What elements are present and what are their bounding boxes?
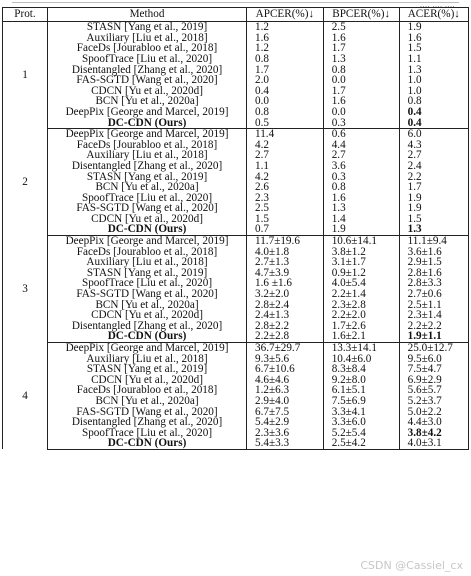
bpcer-cell: 10.6±14.1 [323,235,399,246]
table-row [3,353,469,364]
table-row [3,246,469,257]
acer-cell: 0.4 [399,107,468,118]
method-cell: Auxiliary [Liu et al., 2018] [48,150,247,161]
table-row [3,140,469,151]
header-prot: Prot. [3,8,48,22]
table-row [3,86,469,97]
table-row [3,438,469,449]
method-cell: Auxiliary [Liu et al., 2018] [48,257,247,268]
apcer-cell: 2.9±4.0 [247,396,324,407]
table-row [3,107,469,118]
method-cell: FaceDs [Jourabloo et al., 2018] [48,140,247,151]
bpcer-cell: 1.7 [323,86,399,97]
bpcer-cell: 2.2±1.4 [323,289,399,300]
bpcer-cell: 1.7 [323,43,399,54]
protocol-cell: 1 [3,22,48,129]
table-row [3,278,469,289]
bpcer-cell: 2.2±2.0 [323,310,399,321]
acer-cell: 3.8±4.2 [399,428,468,439]
apcer-cell: 0.0 [247,96,324,107]
method-cell: Disentangled [Zhang et al., 2020] [48,64,247,75]
table-row [3,375,469,386]
apcer-cell: 4.0±1.8 [247,246,324,257]
table-row [3,299,469,310]
bpcer-cell: 2.5 [323,22,399,33]
bpcer-cell: 0.3 [323,117,399,128]
bpcer-cell: 1.7±2.6 [323,321,399,332]
acer-cell: 1.1 [399,54,468,65]
acer-cell: 1.3 [399,64,468,75]
table-row [3,203,469,214]
apcer-cell: 3.2±2.0 [247,289,324,300]
table-row [3,224,469,235]
table-row [3,54,469,65]
bpcer-cell: 10.4±6.0 [323,353,399,364]
acer-cell: 1.6 [399,33,468,44]
apcer-cell: 11.4 [247,128,324,139]
acer-cell: 5.6±5.7 [399,385,468,396]
method-cell: FaceDs [Jourabloo et al., 2018] [48,43,247,54]
apcer-cell: 1.2 [247,22,324,33]
table-row [3,289,469,300]
acer-cell: 2.8±3.3 [399,278,468,289]
acer-cell: 2.3±1.4 [399,310,468,321]
table-row [3,75,469,86]
header-row [3,8,469,22]
method-cell: SpoofTrace [Liu et al., 2020] [48,428,247,439]
caption-rule [12,2,459,3]
acer-cell: 2.8±1.6 [399,268,468,279]
table-row [3,364,469,375]
bpcer-cell: 4.0±5.4 [323,278,399,289]
table-row [3,64,469,75]
bpcer-cell: 2.5±4.2 [323,438,399,449]
apcer-cell: 0.8 [247,107,324,118]
apcer-cell: 1.6 [247,33,324,44]
bpcer-cell: 3.8±1.2 [323,246,399,257]
acer-cell: 2.5±1.1 [399,299,468,310]
bpcer-cell: 0.8 [323,64,399,75]
table-row [3,43,469,54]
table-row [3,22,469,33]
apcer-cell: 36.7±29.7 [247,342,324,353]
protocol-cell: 2 [3,128,48,235]
table-row [3,385,469,396]
method-cell: STASN [Yang et al., 2019] [48,22,247,33]
bpcer-cell: 0.8 [323,182,399,193]
acer-cell: 11.1±9.4 [399,235,468,246]
apcer-cell: 5.4±3.3 [247,438,324,449]
table-row [3,117,469,128]
apcer-cell: 1.6 ±1.6 [247,278,324,289]
method-cell: FAS-SGTD [Wang et al., 2020] [48,203,247,214]
method-cell: FaceDs [Jourabloo et al., 2018] [48,246,247,257]
bpcer-cell: 1.3 [323,54,399,65]
apcer-cell: 2.8±2.4 [247,299,324,310]
method-cell: FAS-SGTD [Wang et al., 2020] [48,406,247,417]
method-cell: FaceDs [Jourabloo et al., 2018] [48,385,247,396]
bpcer-cell: 1.6 [323,96,399,107]
bpcer-cell: 1.6 [323,33,399,44]
apcer-cell: 0.8 [247,54,324,65]
bpcer-cell: 3.1±1.7 [323,257,399,268]
apcer-cell: 2.7±1.3 [247,257,324,268]
method-cell: DeepPix [George and Marcel, 2019] [48,128,247,139]
acer-cell: 0.4 [399,117,468,128]
apcer-cell: 1.2 [247,43,324,54]
bpcer-cell: 0.9±1.2 [323,268,399,279]
method-cell: CDCN [Yu et al., 2020d] [48,214,247,225]
acer-cell: 1.9 [399,193,468,204]
bpcer-cell: 3.3±4.1 [323,406,399,417]
method-cell: STASN [Yang et al., 2019] [48,171,247,182]
table-row [3,33,469,44]
method-cell: DC-CDN (Ours) [48,224,247,235]
header-acer: ACER(%)↓ [399,8,468,22]
results-table [2,7,469,450]
acer-cell: 1.0 [399,86,468,97]
bpcer-cell: 0.0 [323,75,399,86]
apcer-cell: 5.4±2.9 [247,417,324,428]
bpcer-cell: 1.6 [323,193,399,204]
method-cell: CDCN [Yu et al., 2020d] [48,375,247,386]
table-row [3,128,469,139]
bpcer-cell: 13.3±14.1 [323,342,399,353]
acer-cell: 4.0±3.1 [399,438,468,449]
results-page [2,0,469,576]
method-cell: BCN [Yu et al., 2020a] [48,299,247,310]
bpcer-cell: 9.2±8.0 [323,375,399,386]
acer-cell: 3.6±1.6 [399,246,468,257]
method-cell: DC-CDN (Ours) [48,117,247,128]
table-row [3,331,469,342]
bpcer-cell: 0.3 [323,171,399,182]
table-row [3,257,469,268]
acer-cell: 2.4 [399,161,468,172]
acer-cell: 1.0 [399,75,468,86]
apcer-cell: 6.7±10.6 [247,364,324,375]
table-row [3,342,469,353]
table-row [3,235,469,246]
protocol-cell: 3 [3,235,48,342]
apcer-cell: 4.2 [247,140,324,151]
acer-cell: 1.9±1.1 [399,331,468,342]
apcer-cell: 2.3 [247,193,324,204]
acer-cell: 1.7 [399,182,468,193]
table-row [3,161,469,172]
apcer-cell: 2.6 [247,182,324,193]
acer-cell: 5.0±2.2 [399,406,468,417]
apcer-cell: 6.7±7.5 [247,406,324,417]
apcer-cell: 4.2 [247,171,324,182]
apcer-cell: 2.0 [247,75,324,86]
bpcer-cell: 8.3±8.4 [323,364,399,375]
table-row [3,396,469,407]
method-cell: SpoofTrace [Liu et al., 2020] [48,278,247,289]
bpcer-cell: 1.4 [323,214,399,225]
bpcer-cell: 1.3 [323,203,399,214]
watermark: CSDN @Cassiel_cx [360,559,463,572]
table-row [3,428,469,439]
acer-cell: 2.7 [399,150,468,161]
bpcer-cell: 7.5±6.9 [323,396,399,407]
bpcer-cell: 3.3±6.0 [323,417,399,428]
method-cell: BCN [Yu et al., 2020a] [48,396,247,407]
apcer-cell: 4.7±3.9 [247,268,324,279]
table-row [3,417,469,428]
table-row [3,321,469,332]
acer-cell: 1.3 [399,224,468,235]
header-apcer: APCER(%)↓ [247,8,324,22]
apcer-cell: 1.1 [247,161,324,172]
apcer-cell: 2.2±2.8 [247,331,324,342]
apcer-cell: 0.4 [247,86,324,97]
apcer-cell: 11.7±19.6 [247,235,324,246]
bpcer-cell: 1.6±2.1 [323,331,399,342]
acer-cell: 6.0 [399,128,468,139]
method-cell: FAS-SGTD [Wang et al., 2020] [48,289,247,300]
apcer-cell: 2.4±1.3 [247,310,324,321]
acer-cell: 1.9 [399,203,468,214]
apcer-cell: 1.5 [247,214,324,225]
caption-fragment: .... .... .... [420,0,455,9]
method-cell: CDCN [Yu et al., 2020d] [48,310,247,321]
method-cell: DeepPix [George and Marcel, 2019] [48,235,247,246]
bpcer-cell: 3.6 [323,161,399,172]
bpcer-cell: 4.4 [323,140,399,151]
acer-cell: 2.7±0.6 [399,289,468,300]
bpcer-cell: 2.7 [323,150,399,161]
method-cell: DC-CDN (Ours) [48,331,247,342]
header-method: Method [48,8,247,22]
acer-cell: 1.9 [399,22,468,33]
bpcer-cell: 2.3±2.8 [323,299,399,310]
table-body [3,22,469,450]
table-row [3,171,469,182]
acer-cell: 7.5±4.7 [399,364,468,375]
protocol-cell: 4 [3,342,48,449]
method-cell: BCN [Yu et al., 2020a] [48,182,247,193]
apcer-cell: 2.8±2.2 [247,321,324,332]
method-cell: BCN [Yu et al., 2020a] [48,96,247,107]
acer-cell: 0.8 [399,96,468,107]
acer-cell: 1.5 [399,214,468,225]
bpcer-cell: 5.2±5.4 [323,428,399,439]
acer-cell: 9.5±6.0 [399,353,468,364]
acer-cell: 4.3 [399,140,468,151]
acer-cell: 6.9±2.9 [399,375,468,386]
acer-cell: 25.0±12.7 [399,342,468,353]
apcer-cell: 4.6±4.6 [247,375,324,386]
apcer-cell: 9.3±5.6 [247,353,324,364]
method-cell: DeepPix [George and Marcel, 2019] [48,107,247,118]
apcer-cell: 2.7 [247,150,324,161]
table-row [3,268,469,279]
acer-cell: 2.2 [399,171,468,182]
table-row [3,182,469,193]
acer-cell: 4.4±3.0 [399,417,468,428]
acer-cell: 5.2±3.7 [399,396,468,407]
method-cell: DC-CDN (Ours) [48,438,247,449]
acer-cell: 2.2±2.2 [399,321,468,332]
method-cell: Disentangled [Zhang et al., 2020] [48,321,247,332]
method-cell: Disentangled [Zhang et al., 2020] [48,161,247,172]
method-cell: Disentangled [Zhang et al., 2020] [48,417,247,428]
apcer-cell: 0.5 [247,117,324,128]
method-cell: FAS-SGTD [Wang et al., 2020] [48,75,247,86]
acer-cell: 1.5 [399,43,468,54]
bpcer-cell: 1.9 [323,224,399,235]
method-cell: DeepPix [George and Marcel, 2019] [48,342,247,353]
apcer-cell: 2.3±3.6 [247,428,324,439]
method-cell: CDCN [Yu et al., 2020d] [48,86,247,97]
table-row [3,193,469,204]
apcer-cell: 1.2±6.3 [247,385,324,396]
method-cell: SpoofTrace [Liu et al., 2020] [48,54,247,65]
bpcer-cell: 0.6 [323,128,399,139]
method-cell: STASN [Yang et al., 2019] [48,268,247,279]
apcer-cell: 2.5 [247,203,324,214]
method-cell: SpoofTrace [Liu et al., 2020] [48,193,247,204]
header-bpcer: BPCER(%)↓ [323,8,399,22]
apcer-cell: 0.7 [247,224,324,235]
bpcer-cell: 0.0 [323,107,399,118]
table-row [3,214,469,225]
method-cell: Auxiliary [Liu et al., 2018] [48,353,247,364]
method-cell: Auxiliary [Liu et al., 2018] [48,33,247,44]
method-cell: STASN [Yang et al., 2019] [48,364,247,375]
apcer-cell: 1.7 [247,64,324,75]
acer-cell: 2.9±1.5 [399,257,468,268]
bpcer-cell: 6.1±5.1 [323,385,399,396]
